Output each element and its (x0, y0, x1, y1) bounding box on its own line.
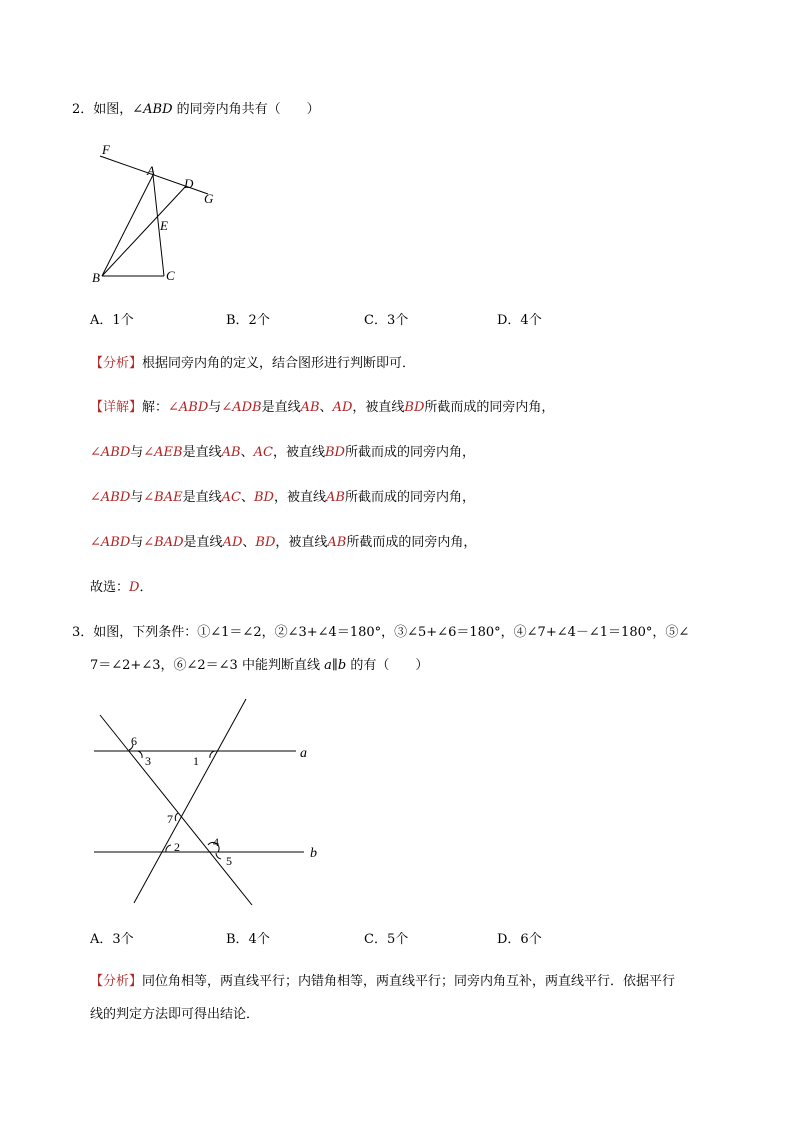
q2-stem (72, 101, 320, 119)
q3-figure (90, 695, 330, 905)
analysis-tag: 【分析】 (90, 974, 143, 989)
stem-line-a: a (324, 658, 332, 673)
word: ，被直线 (272, 445, 325, 460)
label-g: G (204, 191, 214, 206)
line-name-1: AC (221, 490, 241, 505)
segment-bd (102, 186, 186, 276)
q2-stem-post: 的同旁内角共有（ ） (172, 102, 320, 117)
word: ，被直线 (275, 535, 328, 550)
angle-2: ∠ADB (221, 400, 262, 415)
line-name-1: AB (221, 445, 241, 460)
angle-2: ∠AEB (143, 445, 183, 460)
answer-pre: 故选： (90, 580, 130, 595)
angle-2: ∠BAD (143, 535, 184, 550)
q2-detail-line-4 (90, 534, 476, 552)
label-a: a (300, 746, 307, 761)
q2-option-c[interactable]: C．3个 (364, 313, 409, 328)
transversal: BD (324, 445, 345, 460)
label-7: 7 (167, 812, 173, 826)
q3-analysis-line-1 (90, 973, 675, 991)
analysis-text: 同位角相等，两直线平行；内错角相等，两直线平行；同旁内角互补，两直线平行．依据平行 (142, 974, 676, 989)
label-6: 6 (131, 734, 137, 748)
label-e: E (160, 218, 168, 233)
label-b: B (92, 270, 100, 285)
arc-2 (166, 845, 171, 852)
q2-option-a[interactable]: A．1个 (90, 313, 134, 328)
q2-stem-pre: 2．如图，∠ (72, 102, 144, 117)
sep: 、 (240, 490, 254, 505)
parallel-symbol: ∥ (331, 658, 338, 673)
word: 与 (130, 445, 144, 460)
label-2: 2 (174, 840, 180, 854)
sep: 、 (242, 535, 256, 550)
word: 所截而成的同旁内角， (344, 445, 475, 460)
stem-pre: 7＝∠2+∠3，⑥∠2＝∠3 中能判断直线 (90, 658, 325, 673)
q2-answer (90, 579, 152, 597)
line-name-2: BD (255, 535, 276, 550)
arc-3 (138, 751, 142, 758)
stem-line-b: b (337, 658, 347, 673)
label-4: 4 (213, 835, 219, 849)
q2-option-b[interactable]: B．2个 (226, 313, 270, 328)
detail-tag: 【详解】 (90, 400, 143, 415)
word: ，被直线 (273, 490, 326, 505)
angle-1: ∠ABD (90, 490, 131, 505)
word: 是直线 (182, 490, 222, 505)
angle-1: ∠ABD (168, 400, 209, 415)
q3-option-d[interactable]: D．6个 (497, 932, 542, 947)
q3-option-c[interactable]: C．5个 (364, 932, 409, 947)
answer-post: ． (139, 580, 153, 595)
line-name-2: AD (332, 400, 353, 415)
stem-post: 的有（ ） (346, 658, 429, 673)
label-b: b (310, 846, 317, 861)
label-1: 1 (193, 754, 199, 768)
segment-ab (102, 175, 153, 276)
label-5: 5 (226, 854, 232, 868)
q3-option-b[interactable]: B．4个 (226, 932, 270, 947)
q2-figure (80, 138, 230, 288)
analysis-tag: 【分析】 (90, 356, 143, 371)
line-name-1: AD (222, 535, 243, 550)
line-name-2: AC (253, 445, 273, 460)
angle-2: ∠BAE (143, 490, 183, 505)
q3-option-a[interactable]: A．3个 (90, 932, 134, 947)
word: 所截而成的同旁内角， (346, 535, 477, 550)
q2-analysis (90, 355, 415, 373)
transversal: AB (327, 535, 347, 550)
angle-1: ∠ABD (90, 445, 131, 460)
detail-pre: 解： (142, 400, 169, 415)
word: 与 (208, 400, 222, 415)
word: 与 (130, 535, 144, 550)
q2-detail-line-2 (90, 444, 475, 462)
label-f: F (102, 142, 110, 157)
word: 所截而成的同旁内角， (344, 490, 475, 505)
q2-stem-var: ABD (143, 102, 173, 117)
transversal-1 (100, 715, 252, 905)
word: 是直线 (183, 535, 223, 550)
q3-analysis-line-2: 线的判定方法即可得出结论． (90, 1007, 260, 1022)
transversal: BD (404, 400, 425, 415)
arc-7 (175, 813, 178, 821)
sep: 、 (240, 445, 254, 460)
q3-stem-line-2 (90, 657, 428, 675)
label-c: C (166, 268, 175, 283)
word: 是直线 (261, 400, 301, 415)
q3-stem-line-1: 3．如图，下列条件：①∠1＝∠2，②∠3+∠4＝180°，③∠5+∠6＝180°，④∠7+∠4－∠1＝180°，⑤∠ (72, 625, 690, 640)
q2-option-d[interactable]: D．4个 (497, 313, 542, 328)
transversal-2 (134, 699, 246, 903)
word: ，被直线 (352, 400, 405, 415)
arc-5 (216, 853, 221, 859)
q2-detail-line-3 (90, 489, 475, 507)
word: 是直线 (182, 445, 222, 460)
answer-value: D (129, 580, 140, 595)
analysis-text: 根据同旁内角的定义，结合图形进行判断即可． (142, 356, 416, 371)
line-name-2: BD (253, 490, 274, 505)
transversal: AB (325, 490, 345, 505)
word: 与 (130, 490, 144, 505)
sep: 、 (319, 400, 333, 415)
label-d: D (184, 176, 194, 191)
angle-1: ∠ABD (90, 535, 131, 550)
label-3: 3 (145, 754, 151, 768)
label-a: A (147, 163, 155, 178)
line-name-1: AB (300, 400, 320, 415)
word: 所截而成的同旁内角， (424, 400, 555, 415)
q2-detail-line-1 (90, 399, 554, 417)
